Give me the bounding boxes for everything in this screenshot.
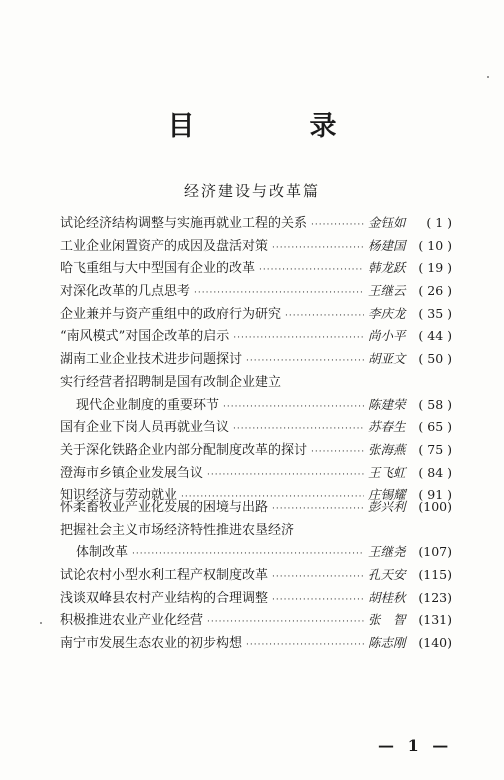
- entry-title: 哈飞重组与大中型国有企业的改革: [60, 261, 256, 277]
- entry-title: 工业企业闲置资产的成因及盘活对策: [60, 238, 269, 254]
- entry-author: 庄锡耀: [368, 487, 406, 503]
- entry-title: 关于深化铁路企业内部分配制度改革的探讨: [60, 442, 308, 458]
- page-number: — 1 —: [378, 736, 453, 755]
- entry-author: 孔天安: [368, 567, 406, 583]
- entry-title: 澄海市乡镇企业发展刍议: [60, 465, 204, 481]
- toc-entry: [60, 257, 452, 280]
- entry-title: 试论农村小型水利工程产权制度改革: [60, 568, 269, 584]
- dot-leader: [272, 504, 364, 514]
- entry-page: ( 65 ): [418, 419, 452, 435]
- entry-title: 体制改革: [76, 545, 129, 561]
- entry-title: 试论经济结构调整与实施再就业工程的关系: [60, 216, 308, 231]
- entry-page: ( 58 ): [418, 396, 452, 412]
- entry-author: 陈建荣: [368, 396, 406, 412]
- toc-entry: [60, 496, 452, 519]
- toc-group-1: [60, 212, 452, 507]
- entry-title: 实行经营者招聘制是国有改制企业建立: [60, 374, 282, 390]
- toc-group-2: [60, 496, 452, 655]
- entry-page: (140): [418, 635, 452, 651]
- entry-page: (115): [418, 567, 452, 583]
- entry-author: 李庆龙: [368, 305, 406, 321]
- entry-author: 张海燕: [368, 441, 406, 457]
- entry-title: 怀柔畜牧业产业化发展的困境与出路: [60, 500, 269, 515]
- entry-title: 企业兼并与资产重组中的政府行为研究: [60, 306, 282, 322]
- dot-leader: [194, 288, 364, 298]
- page-title: 目 录: [167, 111, 381, 142]
- dot-leader: [285, 311, 364, 321]
- entry-page: (123): [418, 589, 452, 605]
- entry-author: 杨建国: [368, 237, 406, 253]
- entry-title: 积极推进农业产业化经营: [60, 613, 204, 629]
- entry-title: 南宁市发展生态农业的初步构想: [60, 636, 243, 652]
- entry-author: 尚小平: [368, 328, 406, 344]
- dot-leader: [233, 333, 364, 343]
- entry-author: 胡亚文: [368, 351, 406, 367]
- toc-entry: [60, 609, 452, 632]
- toc-entry: [60, 280, 452, 303]
- entry-author: 苏春生: [368, 419, 406, 435]
- entry-author: 彭兴利: [368, 499, 406, 514]
- entry-page: ( 19 ): [418, 260, 452, 276]
- entry-title: 浅谈双峰县农村产业结构的合理调整: [60, 590, 269, 606]
- toc-entry: [60, 235, 452, 258]
- section-heading: 经济建设与改革篇: [183, 182, 320, 200]
- entry-page: (100): [418, 499, 452, 514]
- toc-entry-first-line: [60, 371, 452, 394]
- toc-entry: [60, 564, 452, 587]
- entry-title: 国有企业下岗人员再就业刍议: [60, 420, 230, 436]
- toc-entry-first-line: [60, 519, 452, 542]
- entry-page: ( 26 ): [418, 283, 452, 299]
- toc-entry: [60, 212, 452, 235]
- dot-leader: [272, 572, 364, 582]
- toc-entry: [60, 348, 452, 371]
- entry-title: “南风模式”对国企改革的启示: [60, 329, 230, 345]
- dot-leader: [132, 549, 364, 559]
- dot-leader: [246, 640, 364, 650]
- scan-speck: [487, 76, 489, 78]
- entry-page: (107): [418, 544, 452, 560]
- entry-title: 对深化改革的几点思考: [60, 284, 191, 300]
- entry-page: ( 44 ): [418, 328, 452, 344]
- toc-entry: [60, 632, 452, 655]
- entry-page: ( 35 ): [418, 305, 452, 321]
- toc-entry: [60, 587, 452, 610]
- entry-title: 湖南工业企业技术进步问题探讨: [60, 352, 243, 368]
- dot-leader: [246, 356, 364, 366]
- dot-leader: [207, 470, 364, 480]
- dot-leader: [311, 220, 364, 230]
- entry-page: (131): [418, 612, 452, 628]
- toc-entry-continuation: [60, 394, 452, 417]
- dot-leader: [272, 243, 364, 253]
- entry-author: 王继云: [368, 283, 406, 299]
- dot-leader: [259, 265, 364, 275]
- entry-author: 张 智: [368, 612, 406, 628]
- entry-author: 陈志刚: [368, 635, 406, 651]
- entry-title: 知识经济与劳动就业: [60, 488, 178, 504]
- entry-title: 现代企业制度的重要环节: [76, 397, 220, 413]
- toc-entry: [60, 325, 452, 348]
- entry-page: ( 84 ): [418, 464, 452, 480]
- dot-leader: [311, 447, 364, 457]
- entry-title: 把握社会主义市场经济特性推进农垦经济: [60, 522, 295, 538]
- entry-author: 韩龙跃: [368, 260, 406, 276]
- entry-author: 王飞虹: [368, 464, 406, 480]
- entry-author: 胡桂秋: [368, 589, 406, 605]
- toc-entry: [60, 303, 452, 326]
- entry-author: 金钰如: [368, 215, 406, 230]
- entry-page: ( 91 ): [418, 487, 452, 503]
- toc-entry: [60, 439, 452, 462]
- entry-page: ( 10 ): [418, 237, 452, 253]
- scan-speck: [40, 622, 42, 624]
- dot-leader: [207, 617, 364, 627]
- toc-entry: [60, 462, 452, 485]
- dot-leader: [223, 402, 364, 412]
- dot-leader: [233, 424, 364, 434]
- dot-leader: [272, 595, 364, 605]
- entry-page: ( 50 ): [418, 351, 452, 367]
- entry-author: 王继尧: [368, 544, 406, 560]
- toc-entry: [60, 416, 452, 439]
- toc-entry-continuation: [60, 541, 452, 564]
- entry-page: ( 1 ): [426, 215, 452, 230]
- entry-page: ( 75 ): [418, 441, 452, 457]
